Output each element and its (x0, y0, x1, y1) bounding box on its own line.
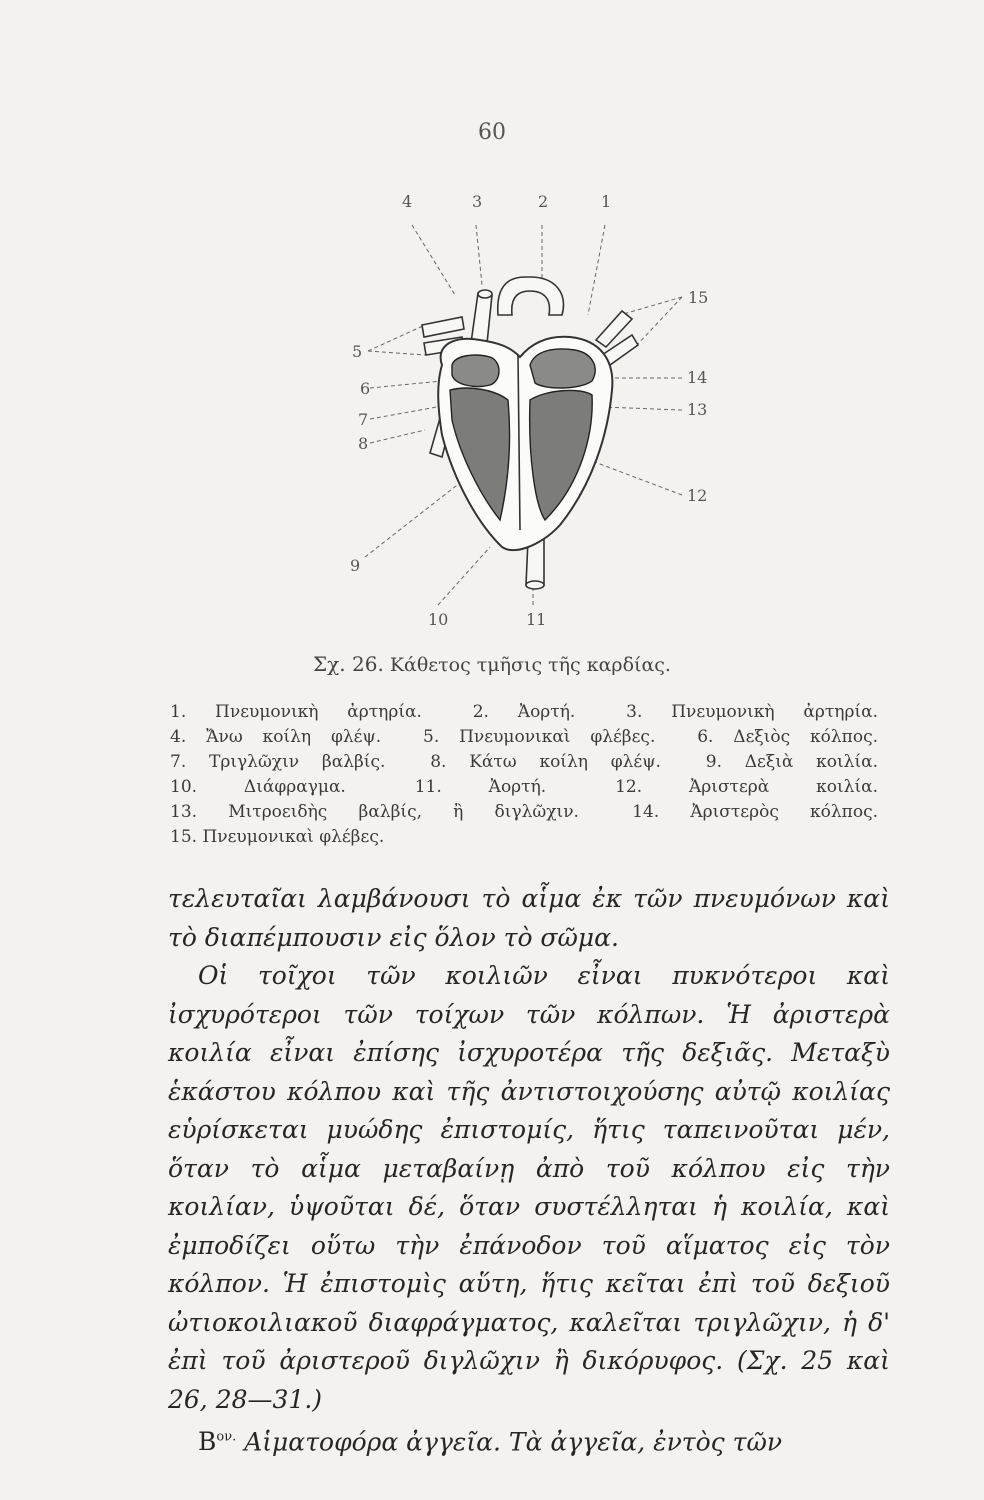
heart-section-figure (330, 185, 730, 645)
legend-item-2: 2. Ἀορτή. (472, 702, 576, 722)
figure-label-2: 2 (538, 192, 549, 211)
figure-label-11: 11 (526, 610, 547, 629)
legend-item-4: 4. Ἄνω κοίλη φλέψ. (170, 727, 382, 747)
section-marker-sup: ον. (216, 1430, 237, 1445)
figure-label-12: 12 (687, 486, 708, 505)
legend-item-11: 11. Ἀορτή. (414, 777, 547, 797)
section-title: Αἱματοφόρα ἀγγεῖα. (244, 1427, 501, 1457)
legend-item-8: 8. Κάτω κοίλη φλέψ. (430, 752, 661, 772)
legend-item-1: 1. Πνευμονικὴ ἀρτηρία. (170, 702, 422, 722)
legend-item-6: 6. Δεξιὸς κόλπος. (697, 727, 878, 747)
legend-item-12: 12. Ἀριστερὰ κοιλία. (615, 777, 878, 797)
figure-label-9: 9 (350, 556, 361, 575)
figure-label-10: 10 (428, 610, 449, 629)
figure-legend (170, 700, 900, 850)
legend-item-7: 7. Τριγλῶχιν βαλβίς. (170, 752, 386, 772)
section-text: Τὰ ἀγγεῖα, ἐντὸς τῶν (508, 1427, 783, 1457)
legend-item-3: 3. Πνευμονικὴ ἀρτηρία. (626, 702, 879, 722)
figure-title: Κάθετος τμῆσις τῆς καρδίας. (389, 654, 671, 676)
figure-label-4: 4 (402, 192, 413, 211)
figure-label-7: 7 (358, 410, 369, 429)
figure-label-14: 14 (687, 368, 708, 387)
legend-item-13: 13. Μιτροειδὴς βαλβίς, ἢ διγλῶχιν. (170, 802, 579, 822)
heart-diagram (330, 185, 730, 645)
figure-label-3: 3 (472, 192, 483, 211)
section-marker-letter: B (198, 1427, 217, 1457)
paragraph-continuation: τελευταῖαι λαμβάνουσι τὸ αἷμα ἐκ τῶν πνευμόνων καὶ τὸ διαπέμπουσιν εἰς ὅλον τὸ σῶμα. (168, 884, 890, 952)
section-heading (168, 1419, 890, 1462)
legend-item-10: 10. Διάφραγμα. (170, 777, 346, 797)
page-number: 60 (478, 120, 506, 145)
paragraph-walls: Οἱ τοῖχοι τῶν κοιλιῶν εἶναι πυκνότεροι καὶ ἰσχυρότεροι τῶν τοίχων τῶν κόλπων. Ἡ ἀριστερὰ κοιλία εἶναι ἐπίσης ἰσχυροτέρα τῆς δεξιᾶς. Μεταξὺ ἑκάστου κόλπου καὶ τῆς ἀντιστοιχούσης αὐτῷ κοιλίας εὑρίσκεται μυώδης ἐπιστομίς, ἥτις ταπεινοῦται μέν, ὅταν τὸ αἷμα μεταβαίνῃ ἀπὸ τοῦ κόλπου εἰς τὴν κοιλίαν, ὑψοῦται δέ, ὅταν συστέλληται ἡ κοιλία, καὶ ἐμποδίζει οὕτω τὴν ἐπάνοδον τοῦ αἵματος εἰς τὸν κόλπον. Ἡ ἐπιστομὶς αὕτη, ἥτις κεῖται ἐπὶ τοῦ δεξιοῦ ὠτιοκοιλιακοῦ διαφράγματος, καλεῖται τριγλῶχιν, ἡ δ' ἐπὶ τοῦ ἀριστεροῦ διγλῶχιν ἢ δικόρυφος. (Σχ. 25 καὶ 26, 28—31.) (168, 961, 890, 1414)
figure-label-13: 13 (687, 400, 708, 419)
legend-item-9: 9. Δεξιὰ κοιλία. (705, 752, 878, 772)
legend-item-15: 15. Πνευμονικαὶ φλέβες. (170, 827, 385, 847)
section-marker (198, 1427, 236, 1456)
figure-number: Σχ. 26. (313, 652, 384, 676)
legend-item-5: 5. Πνευμονικαὶ φλέβες. (423, 727, 656, 747)
figure-label-8: 8 (358, 434, 369, 453)
figure-label-15: 15 (688, 288, 709, 307)
body-text (168, 880, 890, 1462)
figure-label-5: 5 (352, 342, 363, 361)
legend-item-14: 14. Ἀριστερὸς κόλπος. (632, 802, 878, 822)
figure-caption (0, 652, 984, 676)
figure-label-1: 1 (601, 192, 612, 211)
figure-label-6: 6 (360, 379, 371, 398)
